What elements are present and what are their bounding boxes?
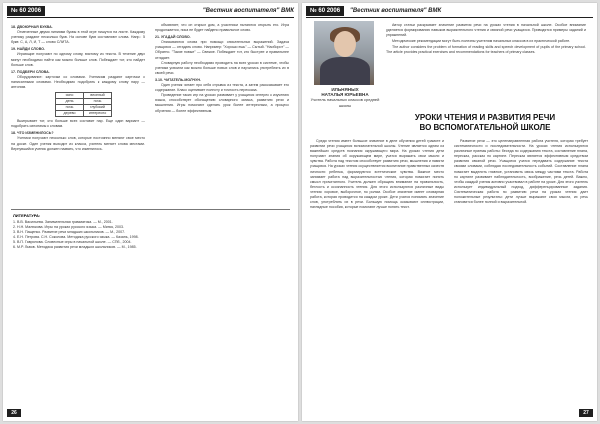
section-heading: 18. ДВОЮРНАЯ БУКВА. bbox=[11, 25, 53, 29]
reference-item: 6. М.Р. Львов. Методика развития речи младших школьников. — М., 1985. bbox=[13, 245, 137, 250]
table-row bbox=[56, 111, 112, 117]
references-heading: ЛИТЕРАТУРА: bbox=[13, 213, 41, 218]
paragraph: Описываются слова при помощи описательных выражений. Задача учащихся — отгадать слово. Например: "Хорошо ешь" — Сытый. "Наоборот" — Обратно. "Такие новые" — Свежие. Побеждает тот, кто быстрее и правильнее отгадает. bbox=[155, 40, 289, 60]
page-header bbox=[306, 6, 593, 18]
divider bbox=[11, 209, 290, 210]
photo-face bbox=[334, 31, 356, 57]
table-cell: ясно bbox=[56, 93, 84, 99]
table-cell: день bbox=[56, 99, 84, 105]
section-heading: 21. УГАДАЙ СЛОВО. bbox=[155, 35, 191, 40]
author-surname: ИЛЬНЯНЫХ bbox=[331, 87, 359, 92]
author-photo bbox=[314, 21, 374, 85]
paragraph: Выигрывает тот, кто больше всех составит пар. Еще один вариант — подобрать синонимы к словам. bbox=[11, 119, 145, 129]
reference-item: 5. В.П. Гаврилова. Словесные игры в начальной школе. — СПб., 2004. bbox=[13, 240, 132, 245]
left-column-2 bbox=[155, 23, 289, 207]
abstract-ru: Автор статьи раскрывает значение развития речи на уроках чтения в начальной школе. Особое внимание уделяется формированию навыков выразительного чтения и связной речи учащихся. Приводятся примеры заданий и упражнений. bbox=[386, 23, 586, 38]
right-column-2 bbox=[454, 139, 588, 403]
abstract-ru-2: Методические рекомендации могут быть полезны учителям начальных классов в их практической работе. bbox=[392, 39, 571, 44]
table-cell: ночь bbox=[56, 105, 84, 111]
paragraph: объявляет, что он открыл дом, а участники пытаются открыть его. Игра продолжается, пока не будет найдено правильное слово. bbox=[155, 23, 289, 33]
right-page bbox=[302, 3, 597, 421]
author-name: НАТАЛЬЯ ЮРЬЕВНА bbox=[321, 92, 369, 98]
paragraph: Играющие получают по одному слову, взятому из текста. В течение двух минут необходимо найти как можно больше слов. Побеждает тот, кто найдет больше слов. bbox=[11, 52, 145, 67]
author-role: Учитель начальных классов средней школы bbox=[310, 97, 380, 108]
title-line-1: УРОКИ ЧТЕНИЯ И РАЗВИТИЯ РЕЧИ bbox=[414, 113, 556, 122]
table-cell: интересно bbox=[84, 111, 112, 117]
paragraph: Проведение таких игр на уроках развивает у учащихся интерес к изучению языка, способствует обогащению словарного запаса, развитию речи и мышления. Игры помогают сделать урок более интересным, а процесс обучения — более эффективным. bbox=[155, 93, 289, 113]
table-cell: глубокий bbox=[84, 105, 112, 111]
abstract bbox=[386, 23, 586, 57]
abstract-en: The author considers the problem of formation of reading skills and speech development of pupils of the primary school. The article provides practical exercises and recommendations for teachers of primary classes. bbox=[386, 45, 586, 55]
word-table bbox=[55, 92, 112, 117]
left-page bbox=[3, 3, 298, 421]
paragraph: Ученики получают несколько слов, которые постоянно меняют свое место на доске. Один ученик выходит из класса, учитель меняет слова местами. Вернувшийся ученик должен назвать, что изменилось. bbox=[11, 136, 145, 151]
paragraph: Оборудование: карточки со словами. Ученикам раздают карточки с написанными словами. Необходимо подобрать к каждому слову пару — антоним. bbox=[11, 74, 145, 90]
table-cell: дерево bbox=[56, 111, 84, 117]
reference-item: 1. В.В. Васильева. Занимательная грамматика. — М., 2001. bbox=[13, 220, 113, 224]
reference-item: 3. В.Н. Пащенко. Развитие речи младших школьников. — М., 2007. bbox=[13, 230, 126, 235]
issue-number: № 60 2006 bbox=[306, 6, 344, 16]
section-heading: 19. НАЙДИ СЛОВО. bbox=[11, 47, 46, 52]
section-heading: 17. ПОДБЕРИ СЛОВА. bbox=[11, 69, 50, 74]
title-line-2: ВО ВСПОМОГАТЕЛЬНОЙ ШКОЛЕ bbox=[419, 123, 551, 132]
paragraph: Отмеченные двумя линиями буквы в этой игре пишутся на листе. Каждому ученику раздают несколько букв. На основе букв составляют слова. Напр.: 5 букв: С, А, Л, И, Т — слово СЛИТА. bbox=[11, 30, 145, 45]
left-column-1 bbox=[11, 23, 145, 207]
author-block bbox=[310, 87, 380, 108]
section-heading: 18. ЧТО ИЗМЕНИЛОСЬ? bbox=[11, 131, 54, 136]
photo-body bbox=[320, 57, 370, 85]
article-title bbox=[380, 113, 590, 133]
references-list bbox=[13, 220, 289, 251]
page-number: 26 bbox=[7, 409, 21, 417]
journal-title: "Вестник воспитателя" ВМК bbox=[350, 8, 442, 14]
page-number: 27 bbox=[579, 409, 593, 417]
section-heading: 3.10. ЧИТАТЕЛЬ-МОЛЧУН. bbox=[155, 77, 201, 82]
reference-item: 4. Е.Н. Петрова. С.Н. Соколова. Методика русского языка. — Казань, 1998. bbox=[13, 235, 139, 240]
page-header bbox=[7, 6, 294, 18]
paragraph: Словарную работу необходимо проводить на всех уроках в системе, чтобы ученики усвоили как можно больше новых слов и научились употреблять их в своей речи. bbox=[155, 60, 289, 75]
issue-number: № 60 2006 bbox=[7, 6, 45, 16]
paragraph: Среди чтения имеет большое значение в деле обучения детей грамоте и развитии речи учащихся вспомогательной школы. Чтение является одним из важнейших средств познания окружающего мира. На уроках чтения дети получают знания об окружающем мире, учатся выражать свои мысли и чувства. Работа над текстом способствует развитию речи, мышления и памяти учащихся. На уроках чтения осуществляется воспитание нравственных качеств личности ребенка, формируются эстетические чувства. Важное место занимает работа над выразительностью чтения, которая помогает понять смысл прочитанного. Учитель должен обращать внимание на правильность, беглость и осознанность чтения. Для этого используются различные виды чтения: хоровое, выборочное, по ролям. Особое значение имеет словарная работа, которая проводится на каждом уроке. Дети учатся понимать значение слов, употреблять их в речи. Большую помощь оказывают иллюстрации, наглядные пособия, которые помогают лучше понять текст. bbox=[310, 139, 444, 210]
reference-item: 2. Н.Н. Малюкова. Игры на уроках русского языка. — Минск, 2003. bbox=[13, 225, 125, 230]
paragraph: Развитие речи — это целенаправленная работа учителя, которая требует систематичности и последовательности. На уроках чтения используются различные приемы работы: беседа по содержанию текста, составление плана, пересказ, рассказ по картине. Пересказ является эффективным средством развития связной речи. Учащиеся учатся передавать содержание текста своими словами, соблюдая последовательность событий. Составление плана помогает выделить главное, установить связь между частями текста. Работа по картине развивает наблюдательность, воображение, речь детей. Важно, чтобы каждый ученик активно участвовал в работе на уроке. Для этого учитель использует индивидуальный подход, дифференцированные задания. Систематическая работа по развитию речи на уроках чтения дает положительные результаты: дети лучше выражают свои мысли, их речь становится более полной и выразительной. bbox=[454, 139, 588, 205]
journal-title: "Вестник воспитателя" ВМК bbox=[202, 8, 294, 14]
table-cell: ночь bbox=[84, 99, 112, 105]
table-cell: веселый bbox=[84, 93, 112, 99]
paragraph: Один ученик читает про себя отрывок из текста, а затем рассказывает его содержание. Класс оценивает полноту и точность пересказа. bbox=[155, 83, 289, 93]
right-column-1 bbox=[310, 139, 444, 403]
